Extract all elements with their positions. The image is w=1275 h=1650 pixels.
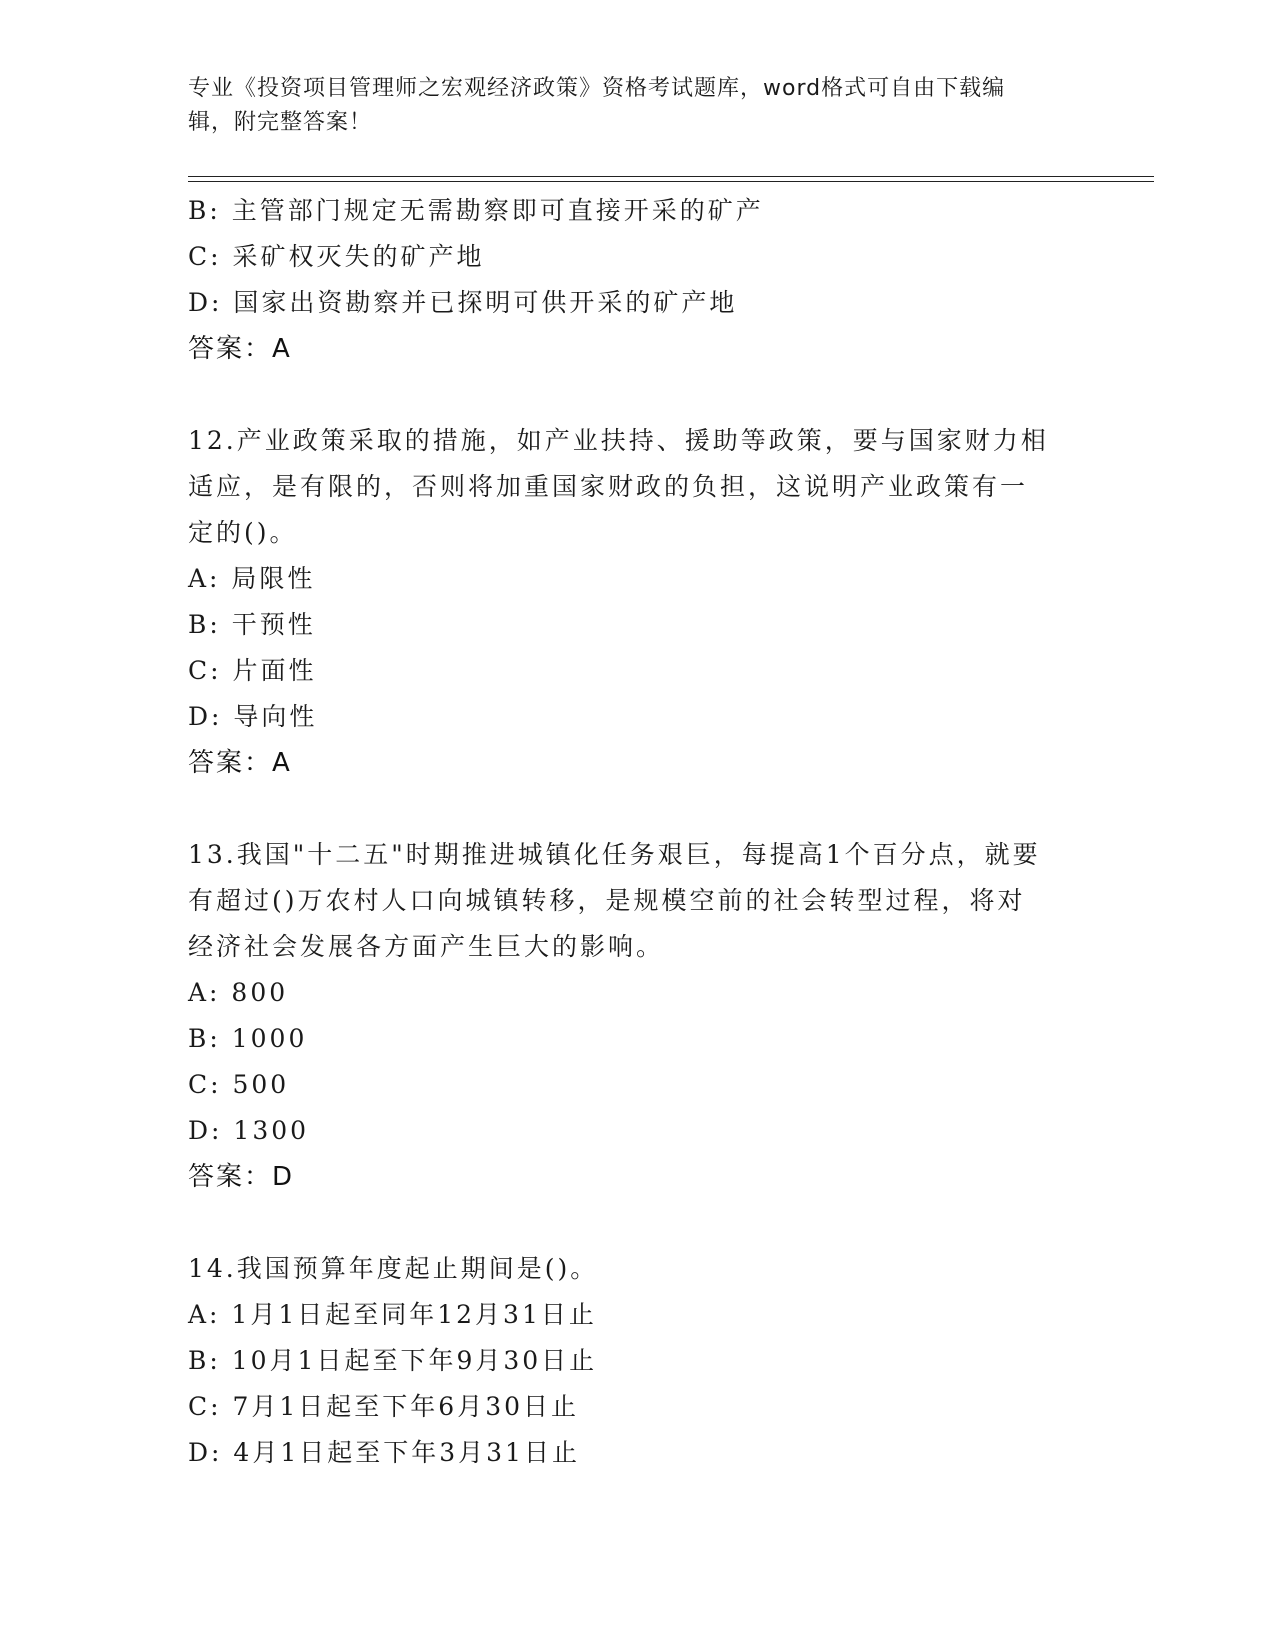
- header-line-2: 辑，附完整答案！: [188, 110, 373, 135]
- question-stem-line: 经济社会发展各方面产生巨大的影响。: [188, 932, 665, 961]
- header-divider: [188, 176, 1154, 182]
- option-b: B: 主管部门规定无需勘察即可直接开采的矿产: [188, 196, 764, 225]
- option-a: A: 1月1日起至同年12月31日止: [188, 1300, 597, 1329]
- question-stem-line: 13.我国"十二五"时期推进城镇化任务艰巨，每提高1个百分点，就要: [188, 840, 1041, 869]
- option-d: D: 4月1日起至下年3月31日止: [188, 1438, 580, 1467]
- question-stem-line: 适应，是有限的，否则将加重国家财政的负担，这说明产业政策有一: [188, 472, 1029, 501]
- option-a: A: 800: [188, 978, 289, 1007]
- question-12: [188, 418, 1088, 786]
- question-stem-line: 14.我国预算年度起止期间是()。: [188, 1254, 599, 1283]
- option-c: C: 片面性: [188, 656, 317, 685]
- header-line-1: 专业《投资项目管理师之宏观经济政策》资格考试题库，word格式可自由下载编: [188, 76, 1006, 101]
- option-b: B: 干预性: [188, 610, 316, 639]
- option-d: D: 国家出资勘察并已探明可供开采的矿产地: [188, 288, 738, 317]
- document-header: [188, 72, 1088, 140]
- answer: 答案：D: [188, 1162, 295, 1192]
- question-14: [188, 1246, 1088, 1476]
- question-13: [188, 832, 1088, 1200]
- option-c: C: 采矿权灭失的矿产地: [188, 242, 485, 271]
- question-stem-line: 12.产业政策采取的措施，如产业扶持、援助等政策，要与国家财力相: [188, 426, 1049, 455]
- option-b: B: 10月1日起至下年9月30日止: [188, 1346, 598, 1375]
- question-11: [188, 188, 1088, 372]
- option-c: C: 7月1日起至下年6月30日止: [188, 1392, 580, 1421]
- option-b: B: 1000: [188, 1024, 308, 1053]
- spacer: [188, 372, 1088, 418]
- answer: 答案：A: [188, 334, 292, 364]
- option-d: D: 导向性: [188, 702, 318, 731]
- option-a: A: 局限性: [188, 564, 316, 593]
- option-d: D: 1300: [188, 1116, 310, 1145]
- spacer: [188, 786, 1088, 832]
- question-list: [188, 188, 1088, 1476]
- question-stem-line: 定的()。: [188, 518, 298, 547]
- question-stem-line: 有超过()万农村人口向城镇转移，是规模空前的社会转型过程，将对: [188, 886, 1026, 915]
- answer: 答案：A: [188, 748, 292, 778]
- option-c: C: 500: [188, 1070, 290, 1099]
- spacer: [188, 1200, 1088, 1246]
